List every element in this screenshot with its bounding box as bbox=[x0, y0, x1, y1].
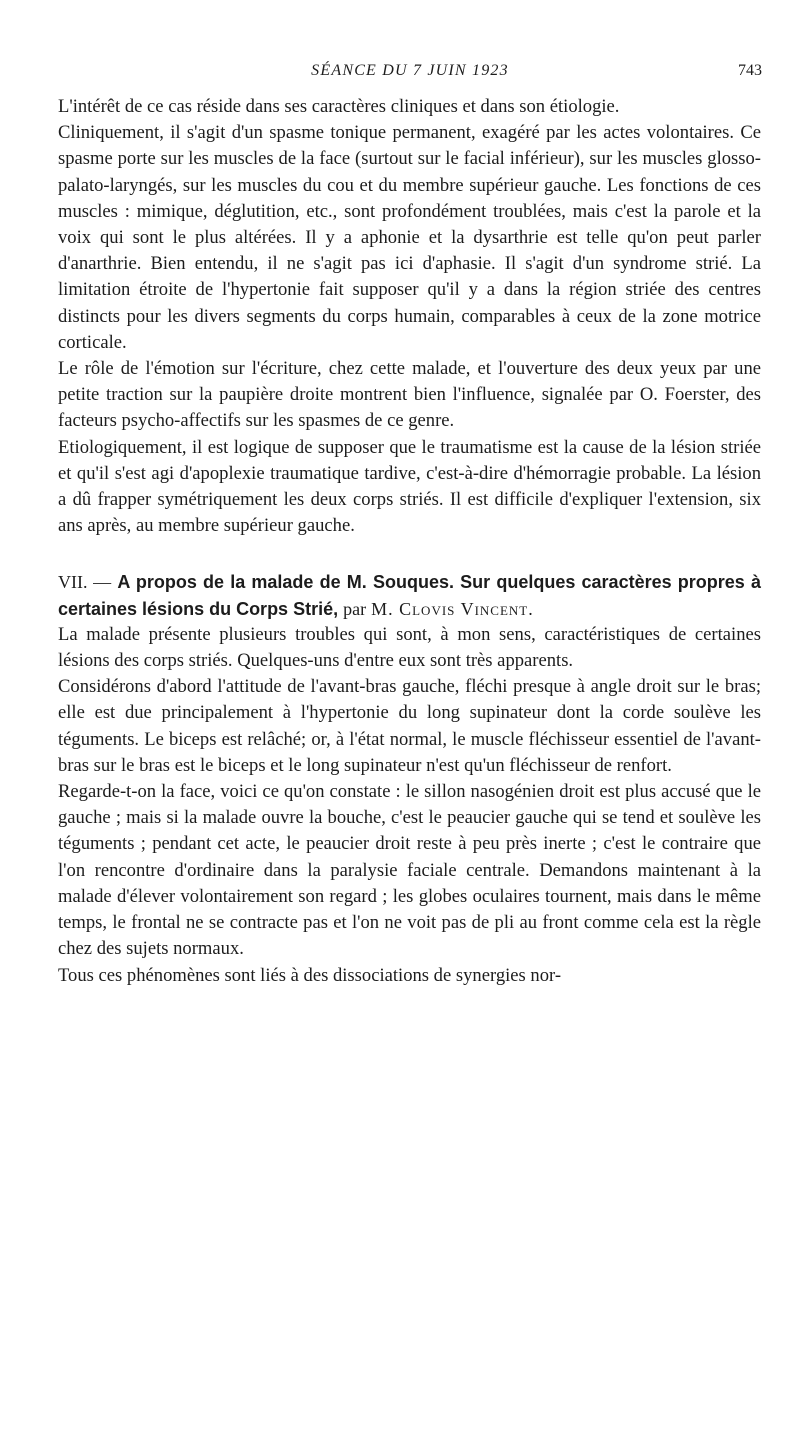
page-header bbox=[58, 62, 762, 84]
paragraph-face: Regarde-t-on la face, voici ce qu'on constate : le sillon nasogénien droit est plus accusé que le gauche ; mais si la malade ouvre la bouche, c'est le peaucier gauche qui se tend et soulève les téguments ; pendant cet acte, le peaucier droit reste à peu près inerte ; c'est le contraire que l'on rencontre d'ordinaire dans la paralysie faciale centrale. Demandons maintenant à la malade d'élever volontairement son regard ; les globes oculaires tournent, mais dans le même temps, le frontal ne se contracte pas et l'on ne voit pas de pli au front comme cela est la règle chez des sujets normaux. bbox=[58, 781, 761, 960]
paragraph-synergies: Tous ces phénomènes sont liés à des dissociations de synergies nor- bbox=[58, 964, 562, 986]
section-number: VII. — bbox=[58, 572, 112, 593]
paragraph-clinical: Cliniquement, il s'agit d'un spasme tonique permanent, exagéré par les actes volontaires. Ce spasme porte sur les muscles de la face (surtout sur le facial inférieur), sur les muscles glosso-palato-laryngés, sur les muscles du cou et du membre supérieur gauche. Les fonctions de ces muscles : mimique, déglutition, etc., sont profondément troublées, mais c'est la parole et la voix qui sont le plus altérées. Il y a aphonie et la dysarthrie est telle qu'on peut parler d'anarthrie. Bien entendu, il ne s'agit pas ici d'aphasie. Il s'agit d'un syndrome strié. La limitation étroite de l'hypertonie fait supposer qu'il y a dans la région striée des centres distincts pour les divers segments du corps humain, comparables à ceux de la zone motrice corticale. bbox=[58, 122, 761, 353]
section-title: A propos de la malade de M. Souques. Sur quelques caractères propres à certaines lésions du Corps Strié, bbox=[58, 572, 761, 619]
section-heading bbox=[58, 569, 761, 621]
paragraph-emotion: Le rôle de l'émotion sur l'écriture, chez cette malade, et l'ouverture des deux yeux par une petite traction sur la paupière droite montrent bien l'influence, signalée par O. Foerster, des facteurs psycho-affectifs sur les spasmes de ce genre. bbox=[58, 358, 761, 432]
paragraph-symptoms: La malade présente plusieurs troubles qui sont, à mon sens, caractéristiques de certaines lésions des corps striés. Quelques-uns d'entre eux sont très apparents. bbox=[58, 623, 761, 672]
section-by: par bbox=[343, 598, 367, 619]
running-title: SÉANCE DU 7 JUIN 1923 bbox=[311, 62, 509, 79]
section-author: M. Clovis Vincent. bbox=[371, 598, 534, 619]
page-number: 743 bbox=[738, 62, 762, 79]
article-body bbox=[58, 94, 761, 989]
paragraph-etiology: Etiologiquement, il est logique de supposer que le traumatisme est la cause de la lésion striée et qu'il s'est agi d'apoplexie traumatique tardive, c'est-à-dire d'hémorragie probable. La lésion a dû frapper symétriquement les deux corps striés. Il est difficile d'expliquer l'extension, six ans après, au membre supérieur gauche. bbox=[58, 436, 761, 537]
paragraph-intro: L'intérêt de ce cas réside dans ses caractères cliniques et dans son étiologie. bbox=[58, 96, 620, 117]
paragraph-forearm: Considérons d'abord l'attitude de l'avant-bras gauche, fléchi presque à angle droit sur le bras; elle est due principalement à l'hypertonie du long supinateur dont la corde soulève les téguments. Le biceps est relâché; or, à l'état normal, le muscle fléchisseur essentiel de l'avant-bras sur le bras est le biceps et le long supinateur n'est qu'un fléchisseur de renfort. bbox=[58, 676, 761, 776]
